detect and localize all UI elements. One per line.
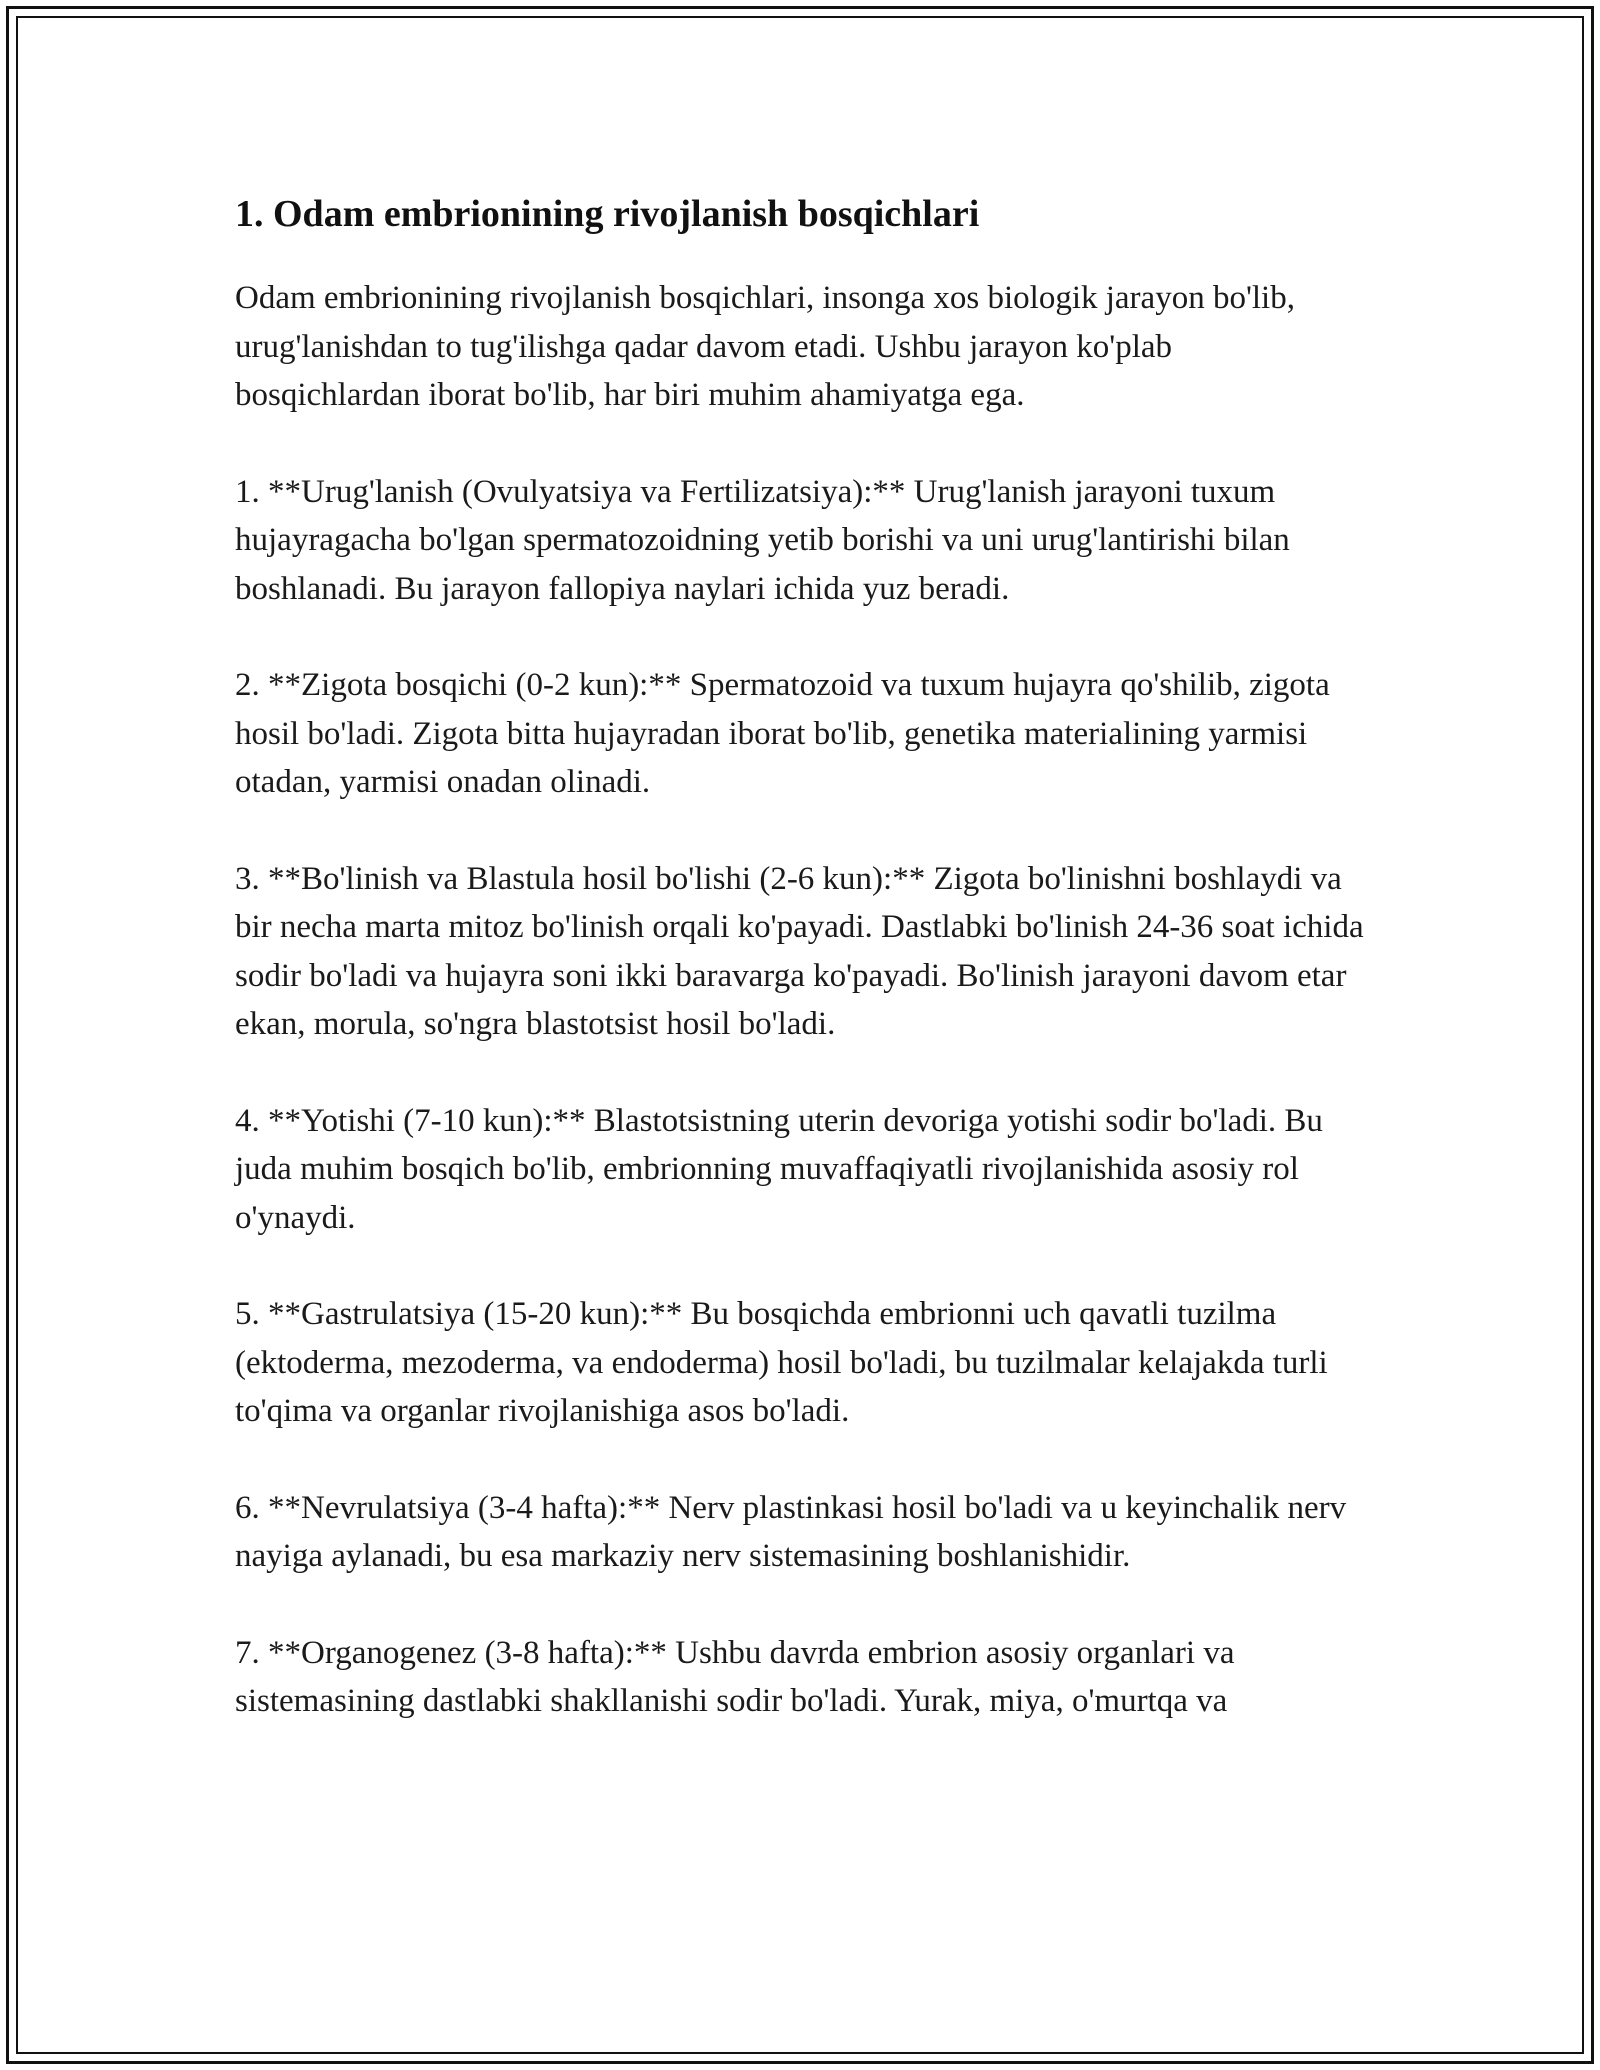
paragraph-intro: Odam embrionining rivojlanish bosqichlari, insonga xos biologik jarayon bo'lib, urug'lanishdan to tug'ilishga qadar davom etadi. Ushbu jarayon ko'plab bosqichlardan iborat bo'lib, har biri muhim ahamiyatga ega. (235, 280, 1295, 413)
paragraph-step-2: 2. **Zigota bosqichi (0-2 kun):** Spermatozoid va tuxum hujayra qo'shilib, zigota hosil bo'ladi. Zigota bitta hujayradan iborat bo'lib, genetika materialining yarmisi otadan, yarmisi onadan olinadi. (235, 667, 1330, 800)
paragraph-step-1: 1. **Urug'lanish (Ovulyatsiya va Fertilizatsiya):** Urug'lanish jarayoni tuxum hujayragacha bo'lgan spermatozoidning yetib borishi va uni urug'lantirishi bilan boshlanadi. Bu jarayon fallopiya naylari ichida yuz beradi. (235, 473, 1290, 607)
paragraph-step-4: 4. **Yotishi (7-10 kun):** Blastotsistning uterin devoriga yotishi sodir bo'ladi. Bu juda muhim bosqich bo'lib, embrionning muvaffaqiyatli rivojlanishida asosiy rol o'ynaydi. (235, 1102, 1323, 1236)
paragraph-step-7: 7. **Organogenez (3-8 hafta):** Ushbu davrda embrion asosiy organlari va sistemasining dastlabki shakllanishi sodir bo'ladi. Yurak, miya, o'murtqa va (235, 1634, 1235, 1719)
paragraph-step-6: 6. **Nevrulatsiya (3-4 hafta):** Nerv plastinkasi hosil bo'ladi va u keyinchalik nerv nayiga aylanadi, bu esa markaziy nerv sistemasining boshlanishidir. (235, 1489, 1347, 1574)
document-title: 1. Odam embrionining rivojlanish bosqichlari (235, 193, 980, 235)
paragraph-step-5: 5. **Gastrulatsiya (15-20 kun):** Bu bosqichda embrionni uch qavatli tuzilma (ektoderma, mezoderma, va endoderma) hosil bo'ladi, bu tuzilmalar kelajakda turli to'qima va organlar rivojlanishiga asos bo'ladi. (235, 1296, 1328, 1429)
paragraph-step-3: 3. **Bo'linish va Blastula hosil bo'lishi (2-6 kun):** Zigota bo'linishni boshlaydi va bir necha marta mitoz bo'linish orqali ko'payadi. Dastlabki bo'linish 24-36 soat ichida sodir bo'ladi va hujayra soni ikki baravarga ko'payadi. Bo'linish jarayoni davom etar ekan, morula, so'ngra blastotsist hosil bo'ladi. (235, 860, 1364, 1042)
document-body (235, 188, 1365, 1726)
